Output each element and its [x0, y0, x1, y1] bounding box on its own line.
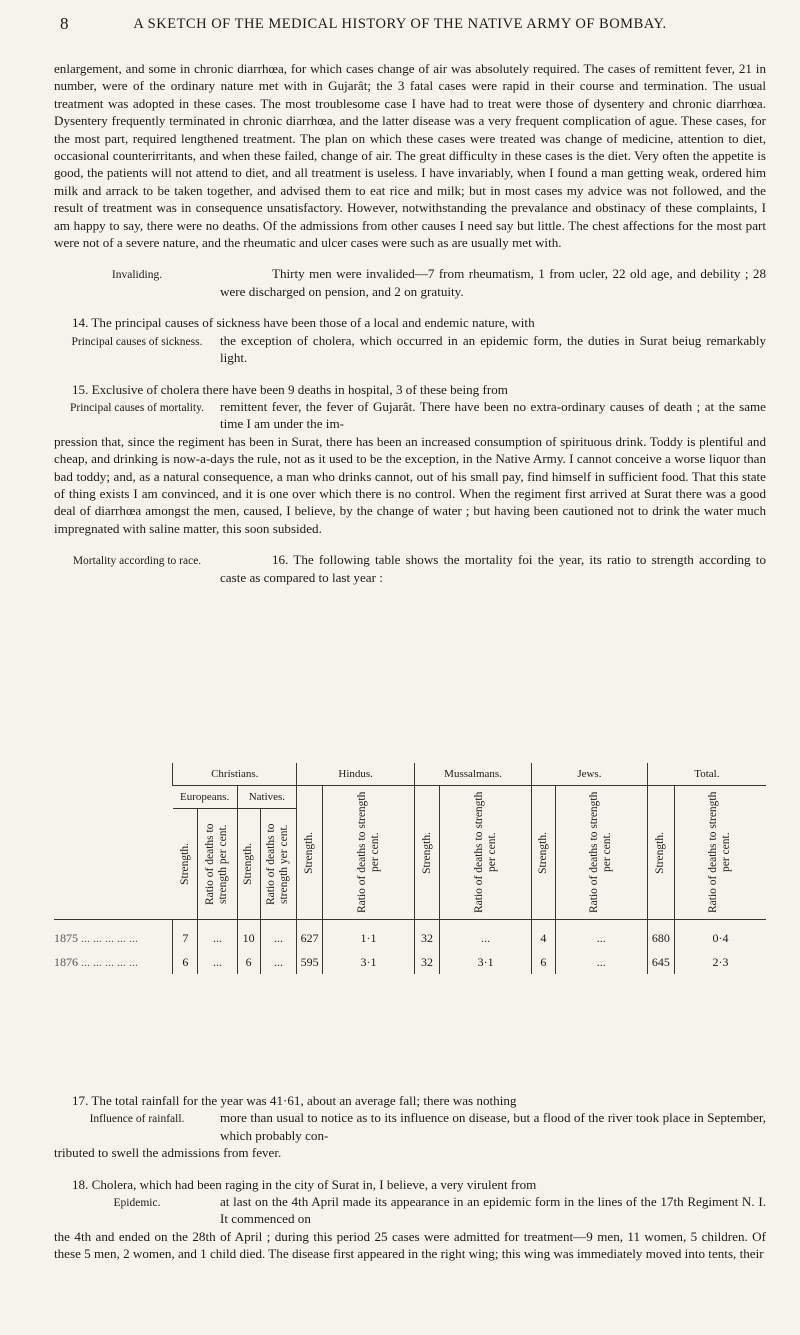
paragraph-invaliding — [54, 265, 766, 300]
margin-note-sickness: Principal causes of sickness. — [71, 335, 203, 348]
jews-header: Jews. — [532, 763, 648, 786]
margin-note-mortality: Principal causes of mortality. — [69, 401, 205, 414]
p18-text: the 4th and ended on the 28th of April ; during this period 25 cases were admitted for treatment—9 men, 11 women, 5 children. Of these 5 men, 2 women, and 1 child died. The disease first appeared in the right wing; this wing was immediately moved into tents, their — [54, 1228, 766, 1262]
cell: 32 — [415, 950, 440, 974]
table-row — [54, 920, 766, 951]
paragraph-14 — [54, 314, 766, 366]
paragraph-opening: enlargement, and some in chronic diarrhœa, for which cases change of air was absolutely required. The cases of remittent fever, 21 in number, were of the ordinary nature met with in Gujarât; the 3 fatal cases were rapid in their course and termination. The usual treatment was adopted in these cases. The most troublesome case I have had to treat were those of dysentery and chronic diarrhœa. Dysentery frequently terminated in chronic diarrhœa, and the latter disease was a very frequent complication of ague. These cases, for the most part, required lengthened treatment. The plan on which these cases were treated was change of medicine, attention to diet, occasional counterirritants, and when these failed, change of air. The great difficulty in these cases is the diet. Very often the appetite is good, the patients will not attend to diet, and all treatment is useless. I have invariably, when I found a man getting weak, ordered him milk and arrack to be taken together, and advised them to eat rice and milk; but in most cases my advice was not followed, and the result of treatment was in consequence unsatisfactory. However, notwithstanding the prevalance and obstinacy of these complaints, I am happy to say, there were no deaths. Of the admissions from other causes I need say but little. The chest affections for the most part were not of a severe nature, and the rheumatic and ulcer cases were such as are usually met with. — [54, 61, 766, 251]
row-year: 1875 ... ... ... ... ... — [54, 930, 138, 945]
jews-strength-header: Strength. — [532, 786, 556, 920]
p15-text: pression that, since the regiment has been in Surat, there has been an increased consumption of spirituous drink. Toddy is plentiful and cheap, and drinking is now-a-days the rule, not as it used to be the exception, in the Native Army. I cannot conceive a worse liquor than bad toddy; and, as a natural consequence, a man who drinks cannot, out of his small pay, find himself in sufficient food. That this state of thing exists I am convinced, and it is one over which there is no control. When the regiment first arrived at Surat there was a good deal of diarrhœa amongst the men, caused, I believe, by the change of water ; but having been cautioned not to drink the water much impregnated with saline matter, this soon subsided. — [54, 433, 766, 536]
mussalmans-ratio-header: Ratio of deaths to strength per cent. — [440, 786, 532, 920]
p14-lead: 14. The principal causes of sickness have been those of a local and endemic nature, with — [72, 315, 535, 331]
margin-note-invaliding: Invaliding. — [111, 269, 163, 282]
jews-ratio-header: Ratio of deaths to strength per cent. — [555, 786, 647, 920]
europeans-header: Europeans. — [173, 786, 237, 809]
p17-wrapped: more than usual to notice as to its influence on disease, but a flood of the river took place in September, which probably con- — [220, 1110, 766, 1143]
cell: 7 — [173, 920, 198, 951]
margin-note-rainfall: Influence of rainfall. — [89, 1113, 185, 1126]
cell: ... — [260, 950, 297, 974]
p15-lead: 15. Exclusive of cholera there have been 9 deaths in hospital, 3 of these being from — [72, 381, 508, 397]
body-text-lower — [54, 1092, 766, 1263]
mortality-table — [54, 763, 766, 974]
cell: 10 — [237, 920, 260, 951]
p15-wrapped: remittent fever, the fever of Gujarât. There have been no extra-ordinary causes of death ; at the same time I am under the im- — [220, 398, 766, 432]
europeans-ratio-header: Ratio of deaths to strength per cent. — [198, 809, 237, 920]
cell: ... — [555, 950, 647, 974]
natives-header: Natives. — [237, 786, 297, 809]
p14-text: the exception of cholera, which occurred in an epidemic form, the duties in Surat beiug remarkably light. — [220, 332, 766, 366]
margin-note-epidemic: Epidemic. — [113, 1197, 161, 1210]
paragraph-18 — [54, 1176, 766, 1263]
margin-note-race: Mortality according to race. — [72, 555, 202, 568]
p17-text: tributed to swell the admissions from fever. — [54, 1145, 282, 1161]
cell: 1·1 — [323, 920, 415, 951]
hindus-ratio-header: Ratio of deaths to strength per cent. — [323, 786, 415, 920]
hindus-strength-header: Strength. — [297, 786, 323, 920]
total-header: Total. — [647, 763, 766, 786]
p18-wrapped: at last on the 4th April made its appearance in an epidemic form in the lines of the 17th Regiment N. I. It commenced on — [220, 1194, 766, 1227]
cell: ... — [260, 920, 297, 951]
christians-header: Christians. — [173, 763, 297, 786]
paragraph-17 — [54, 1092, 766, 1162]
paragraph-16 — [54, 551, 766, 586]
natives-strength-header: Strength. — [237, 809, 260, 920]
table-row — [54, 950, 766, 974]
hindus-header: Hindus. — [297, 763, 415, 786]
cell: 32 — [415, 920, 440, 951]
cell: ... — [198, 920, 237, 951]
cell: 6 — [237, 950, 260, 974]
running-title: A SKETCH OF THE MEDICAL HISTORY OF THE NATIVE ARMY OF BOMBAY. — [133, 16, 667, 32]
total-ratio-header: Ratio of deaths to strength per cent. — [674, 786, 766, 920]
page-number: 8 — [60, 14, 69, 33]
cell: 680 — [647, 920, 674, 951]
cell: ... — [440, 920, 532, 951]
cell: 6 — [173, 950, 198, 974]
cell: 2·3 — [674, 950, 766, 974]
cell: ... — [555, 920, 647, 951]
natives-ratio-header: Ratio of deaths to strength yer cent. — [260, 809, 297, 920]
cell: 0·4 — [674, 920, 766, 951]
body-text — [54, 60, 766, 586]
cell: 595 — [297, 950, 323, 974]
cell: 6 — [532, 950, 556, 974]
mussalmans-header: Mussalmans. — [415, 763, 532, 786]
cell: 645 — [647, 950, 674, 974]
europeans-strength-header: Strength. — [173, 809, 198, 920]
cell: 3·1 — [323, 950, 415, 974]
mussalmans-strength-header: Strength. — [415, 786, 440, 920]
p18-lead: 18. Cholera, which had been raging in the city of Surat in, I believe, a very virulent from — [72, 1176, 537, 1192]
cell: 4 — [532, 920, 556, 951]
p17-lead: 17. The total rainfall for the year was 41·61, about an average fall; there was nothing — [72, 1093, 517, 1108]
invaliding-text: Thirty men were invalided—7 from rheumatism, 1 from ucler, 22 old age, and debility ; 28 were discharged on pension, and 2 on gratuity. — [220, 266, 766, 299]
paragraph-15 — [54, 381, 766, 538]
cell: ... — [198, 950, 237, 974]
year-col-header — [54, 763, 173, 920]
row-year: 1876 ... ... ... ... ... — [54, 954, 138, 969]
p16-text: 16. The following table shows the mortality foi the year, its ratio to strength according to caste as compared to last year : — [220, 552, 766, 585]
cell: 3·1 — [440, 950, 532, 974]
cell: 627 — [297, 920, 323, 951]
total-strength-header: Strength. — [647, 786, 674, 920]
